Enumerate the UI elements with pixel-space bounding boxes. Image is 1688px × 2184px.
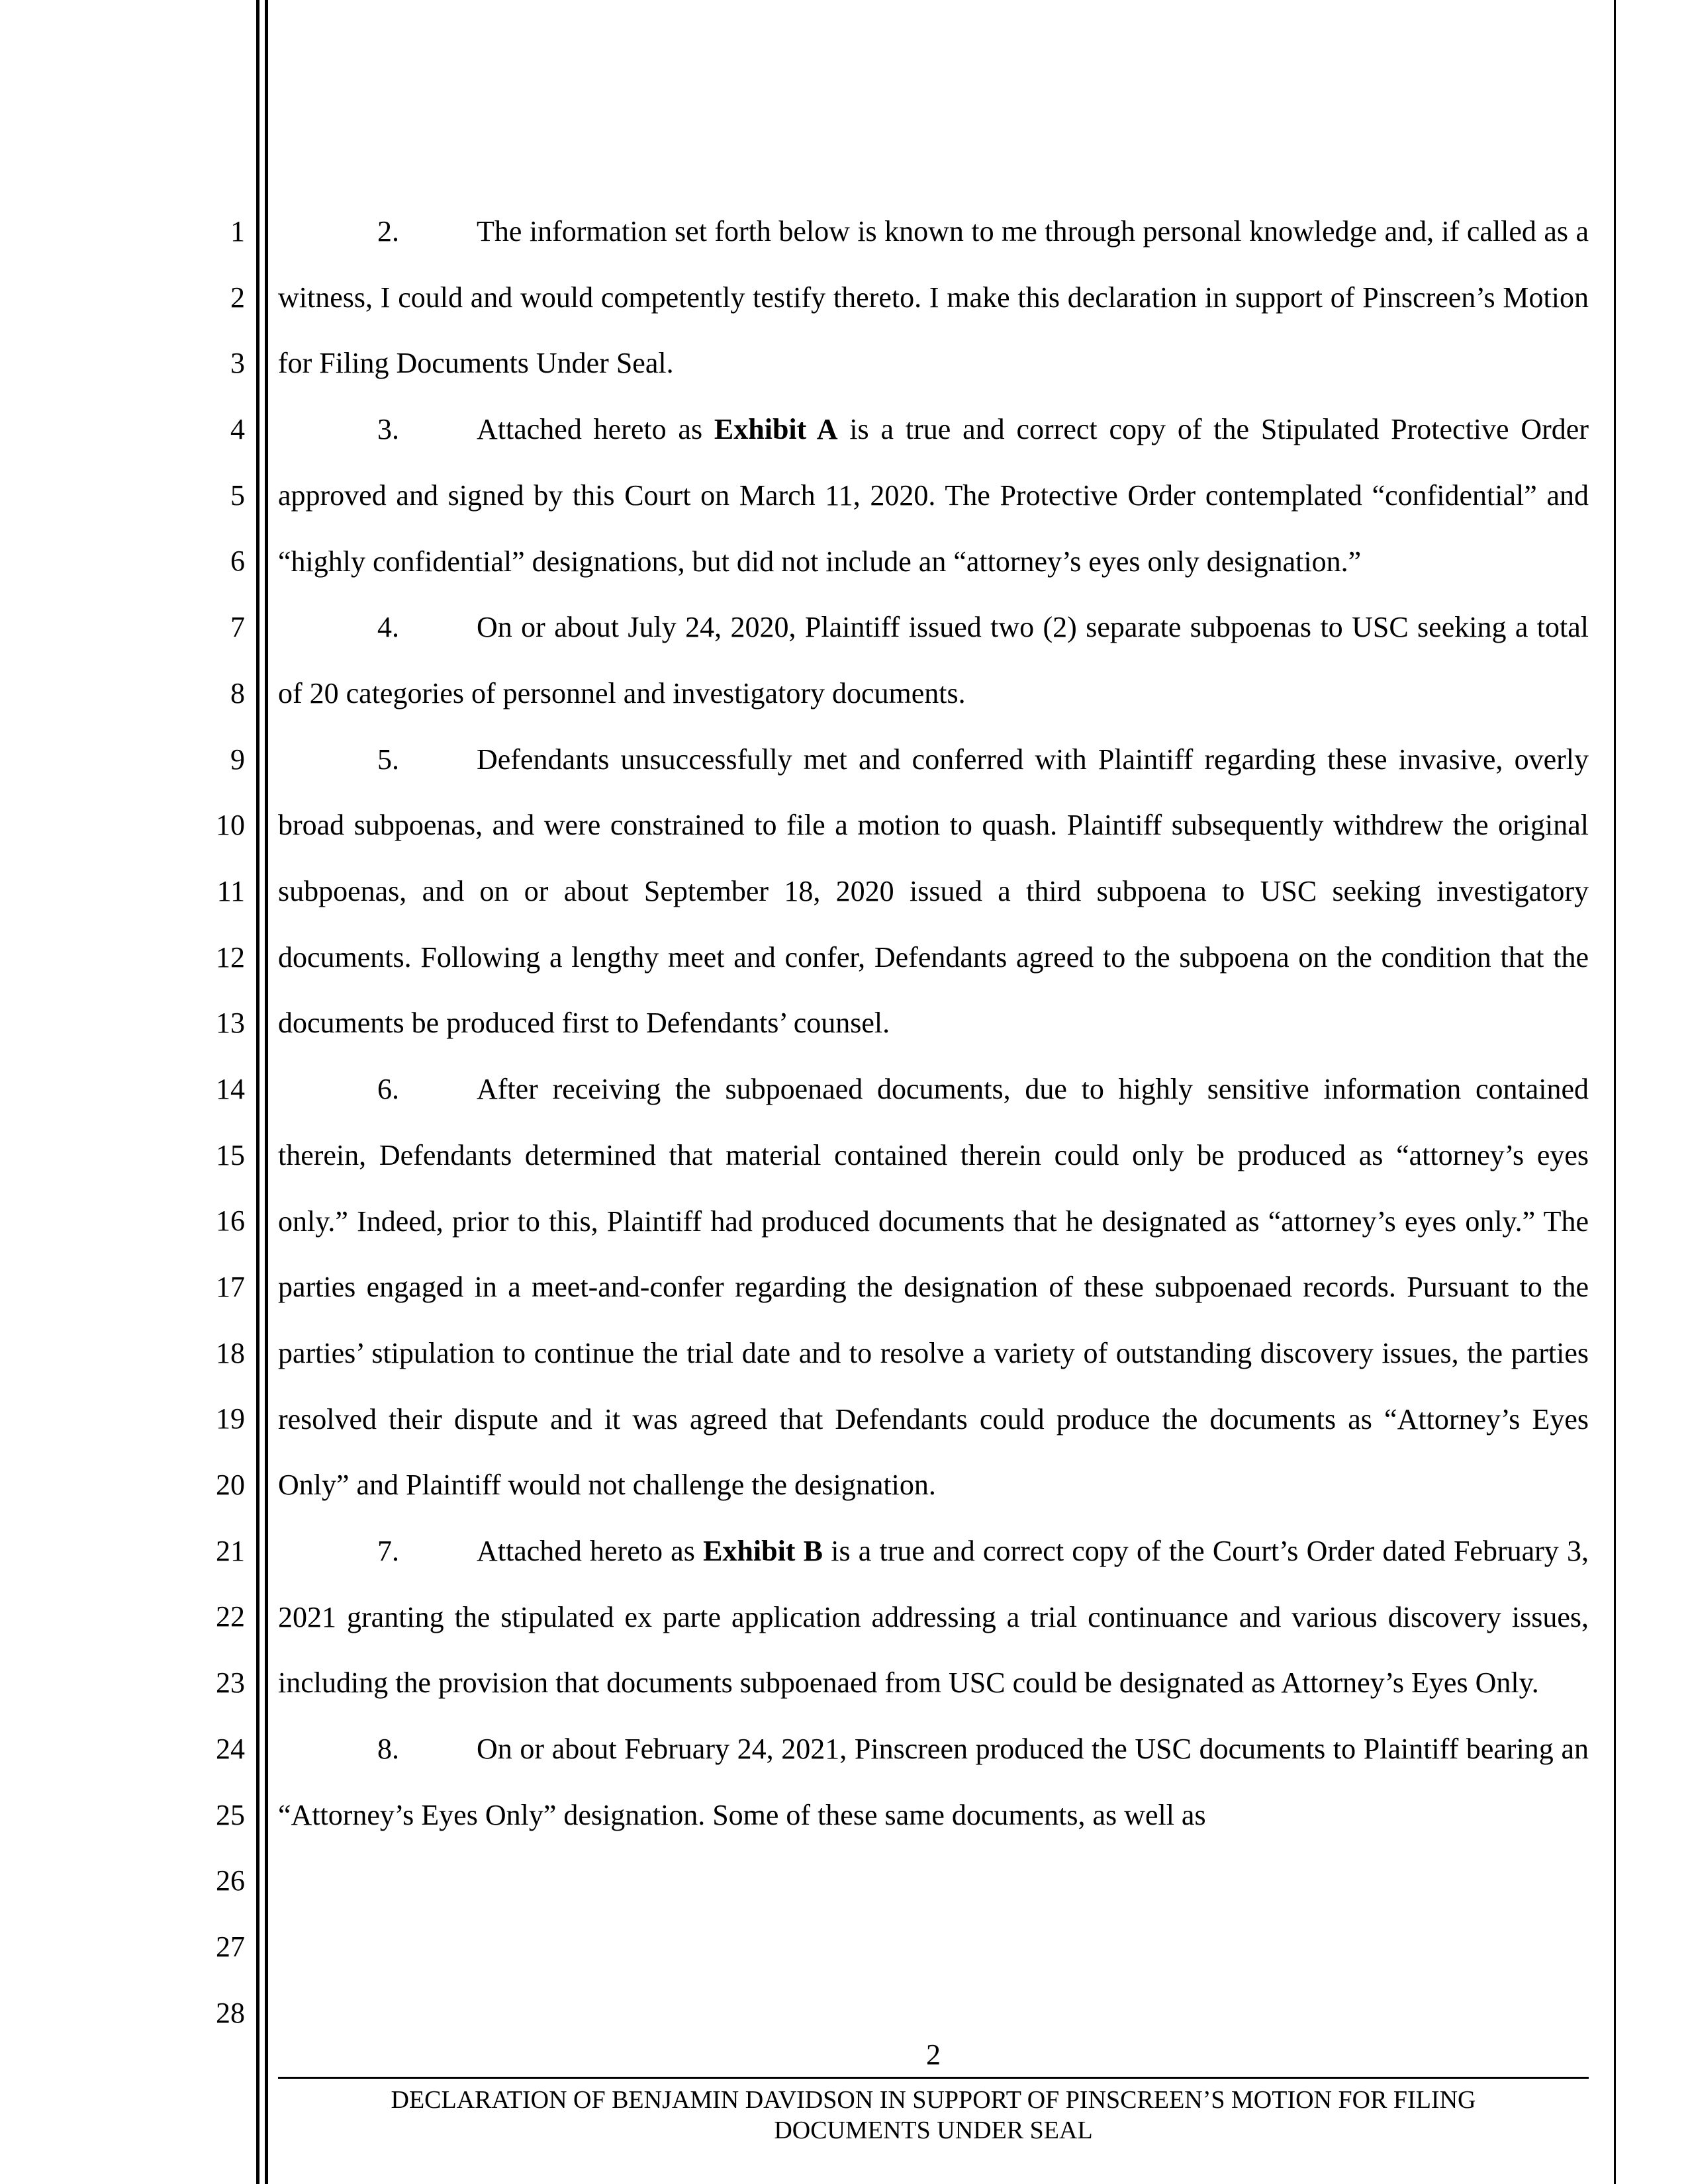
line-number: 3 [230,347,245,380]
line-number: 28 [216,1996,245,2029]
line-number: 1 [230,215,245,248]
line-number: 2 [230,281,245,314]
line-number: 19 [216,1402,245,1435]
paragraph-text: On or about February 24, 2021, Pinscreen produced the USC documents to Plaintiff bearing an “Attorney’s Eyes Only” designation. Some of these same documents, as well as [278,1733,1589,1831]
line-number: 4 [230,413,245,446]
line-number: 14 [216,1072,245,1105]
exhibit-b-reference: Exhibit B [703,1535,823,1568]
line-number: 17 [216,1271,245,1303]
line-number: 20 [216,1469,245,1502]
line-number: 12 [216,940,245,974]
line-number: 8 [230,676,245,709]
footer-caption-line-1: DECLARATION OF BENJAMIN DAVIDSON IN SUPPORT OF PINSCREEN’S MOTION FOR FILING [391,2086,1476,2114]
left-margin-rule-inner [265,0,268,2184]
page-number: 2 [926,2038,941,2071]
paragraph-text: On or about July 24, 2020, Plaintiff issued two (2) separate subpoenas to USC seeking a total of 20 categories of personnel and investigatory documents. [278,611,1589,709]
footer-caption-line-2: DOCUMENTS UNDER SEAL [774,2116,1093,2144]
exhibit-a-reference: Exhibit A [714,413,838,446]
footer-caption [278,2085,1589,2146]
declaration-body [278,199,1589,1848]
left-margin-rule [256,0,259,2184]
paragraph-number: 3. [377,413,399,446]
paragraph-2 [278,199,1589,396]
line-number: 21 [216,1534,245,1567]
line-number: 24 [216,1732,245,1765]
line-number: 13 [216,1007,245,1040]
footer-divider [278,2077,1589,2079]
paragraph-7 [278,1518,1589,1716]
line-number: 18 [216,1336,245,1369]
line-number: 25 [216,1798,245,1831]
paragraph-number: 7. [377,1535,399,1568]
paragraph-text-after: is a true and correct copy of the Court’s Order dated February 3, 2021 granting the stipulated ex parte application addressing a trial continuance and various discovery issues, including the provision that documents subpoenaed from USC could be designated as Attorney’s Eyes Only. [278,1535,1589,1700]
line-number: 11 [216,874,245,907]
line-numbers [185,199,245,2046]
line-number: 26 [216,1864,245,1897]
paragraph-number: 5. [377,743,399,776]
paragraph-text: Defendants unsuccessfully met and conferred with Plaintiff regarding these invasive, overly broad subpoenas, and were constrained to file a motion to quash. Plaintiff subsequently withdrew the original subpoenas, and on or about September 18, 2020 issued a third subpoena to USC seeking investigatory documents. Following a lengthy meet and confer, Defendants agreed to the subpoena on the condition that the documents be produced first to Defendants’ counsel. [278,743,1589,1040]
line-number: 9 [230,743,245,776]
line-number: 6 [230,545,245,578]
line-number: 5 [230,478,245,512]
paragraph-text-after: is a true and correct copy of the Stipulated Protective Order approved and signed by this Court on March 11, 2020. The Protective Order contemplated “confidential” and “highly confidential” designations, but did not include an “attorney’s eyes only designation.” [278,413,1589,578]
paragraph-6 [278,1056,1589,1518]
line-number: 22 [216,1600,245,1633]
paragraph-number: 2. [377,215,399,248]
line-number: 15 [216,1138,245,1171]
paragraph-number: 4. [377,611,399,644]
paragraph-text: After receiving the subpoenaed documents, due to highly sensitive information contained therein, Defendants determined that material contained therein could only be produced as “attorney’s eyes only.” Indeed, prior to this, Plaintiff had produced documents that he designated as “attorney’s eyes only.” The parties engaged in a meet-and-confer regarding the designation of these subpoenaed records. Pursuant to the parties’ stipulation to continue the trial date and to resolve a variety of outstanding discovery issues, the parties resolved their dispute and it was agreed that Defendants could produce the documents as “Attorney’s Eyes Only” and Plaintiff would not challenge the designation. [278,1073,1589,1502]
paragraph-number: 6. [377,1073,399,1106]
paragraph-text: Attached hereto as [477,413,714,446]
line-number: 27 [216,1930,245,1963]
paragraph-4 [278,594,1589,726]
line-number: 10 [216,809,245,842]
paragraph-number: 8. [377,1733,399,1766]
paragraph-3 [278,396,1589,594]
paragraph-text: Attached hereto as [477,1535,704,1568]
line-number: 16 [216,1205,245,1238]
paragraph-8 [278,1716,1589,1848]
line-number: 23 [216,1666,245,1700]
paragraph-text: The information set forth below is known to me through personal knowledge and, if called as a witness, I could and would competently testify thereto. I make this declaration in support of Pinscreen’s Motion for Filing Documents Under Seal. [278,215,1589,380]
line-number: 7 [230,611,245,644]
right-margin-rule [1614,0,1616,2184]
paragraph-5 [278,727,1589,1057]
